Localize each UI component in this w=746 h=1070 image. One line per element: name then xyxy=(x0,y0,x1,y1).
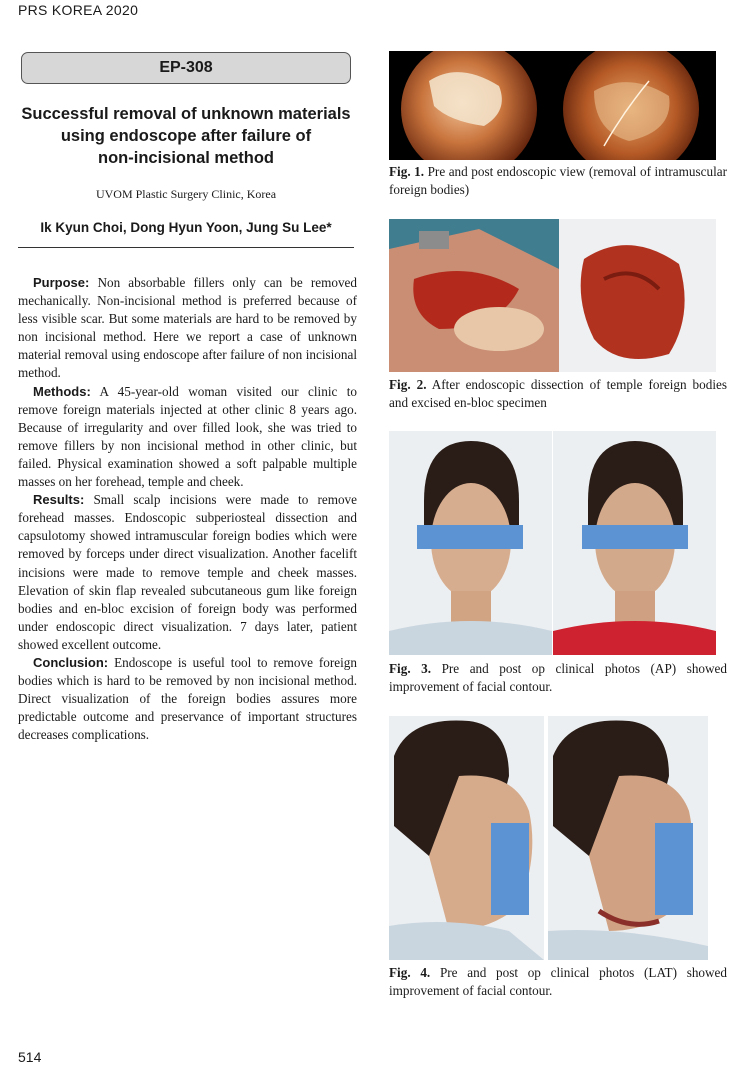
purpose-section xyxy=(18,274,357,383)
abstract-body xyxy=(18,274,357,744)
section-heading: Purpose: xyxy=(33,275,90,290)
caption-text: After endoscopic dissection of temple foreign bodies and excised en-bloc specimen xyxy=(389,377,727,410)
figure-2-caption xyxy=(389,376,727,412)
section-heading: Methods: xyxy=(33,383,91,399)
authors: Ik Kyun Choi, Dong Hyun Yoon, Jung Su Lee* xyxy=(40,220,332,235)
divider xyxy=(18,247,354,248)
figure-label: Fig. 3. xyxy=(389,661,432,676)
figure-4-caption xyxy=(389,964,727,1000)
section-text: Non absorbable fillers only can be removed mechanically. Non-incisional method is preferred because of less visible scar. But some materials are hard to be removed by non incisional method. Here we report a case of unknown material removal using endoscope after failure of non incisional method. xyxy=(18,275,357,381)
running-head: PRS KOREA 2020 xyxy=(18,2,139,18)
figure-label: Fig. 1. xyxy=(389,164,425,179)
privacy-bar xyxy=(417,525,523,549)
caption-text: Pre and post op clinical photos (AP) showed improvement of facial contour. xyxy=(389,661,727,694)
figure-1-caption xyxy=(389,163,727,199)
section-text: Endoscope is useful tool to remove foreign bodies which is hard to be removed by non incisional method. Direct visualization of the foreign bodies assures more predictable outcome and preservance of important structures decreases complications. xyxy=(18,654,357,743)
conclusion-section xyxy=(18,654,357,744)
section-heading: Results: xyxy=(33,492,85,508)
paper-title xyxy=(18,103,354,169)
section-text: A 45-year-old woman visited our clinic to remove foreign materials injected at other clinic 8 years ago. Because of irregularity and over filled look, she was tried to remove fillers by non incisional method in other clinic, but failed. Physical examination showed a soft palpable multiple masses on her forehead, temple and cheek. xyxy=(18,383,357,490)
figure-3-caption xyxy=(389,660,727,696)
caption-text: Pre and post endoscopic view (removal of intramuscular foreign bodies) xyxy=(389,164,728,197)
figure-4-lateral-photos xyxy=(389,716,708,960)
section-text: Small scalp incisions were made to remove forehead masses. Endoscopic subperiosteal dissection and capsulotomy showed intramuscular foreign bodies which were removed by forceps under direct visualization. Another facelift incisions were made to remove temple and cheek masses. Elevation of skin flap revealed subcutaneous gum like foreign bodies and en-bloc excision of foreign body was performed under endoscopic direct visualization. 7 days later, patient showed excellent outcome. xyxy=(18,492,357,652)
title-line: using endoscope after failure of xyxy=(60,127,312,145)
section-heading: Conclusion: xyxy=(33,654,109,670)
privacy-bar xyxy=(491,823,529,915)
methods-section xyxy=(18,383,357,492)
title-line: Successful removal of unknown materials xyxy=(21,105,351,123)
title-line: non-incisional method xyxy=(98,149,274,167)
figure-2-surgery-photos xyxy=(389,219,716,372)
abstract-id-badge: EP-308 xyxy=(21,52,351,84)
figure-label: Fig. 2. xyxy=(389,377,427,392)
figure-1-endoscopic-views xyxy=(389,51,716,160)
privacy-bar xyxy=(582,525,688,549)
results-section xyxy=(18,491,357,654)
caption-text: Pre and post op clinical photos (LAT) showed improvement of facial contour. xyxy=(389,965,727,998)
affiliation: UVOM Plastic Surgery Clinic, Korea xyxy=(95,187,277,201)
privacy-bar xyxy=(655,823,693,915)
page-number: 514 xyxy=(18,1049,42,1065)
figure-3-ap-photos xyxy=(389,431,716,655)
figure-label: Fig. 4. xyxy=(389,965,431,980)
